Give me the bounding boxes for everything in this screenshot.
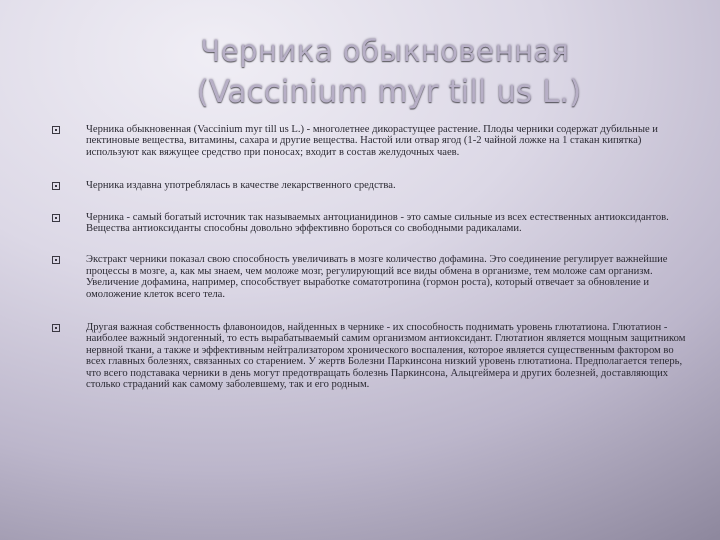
bullet-text: Другая важная собственность флавоноидов, найденных в чернике - их способность поднимать уровень глютатиона. Глютатион - наиболее важный эндогенный, то есть вырабатываемый самим организмом антиоксидант. Глютатион является мощным защитником нервной ткани, а также и эффективным нейтрализатором хронического воспаления, которое является существенным фактором во всех главных болезнях, связанных со старением. У жертв Болезни Паркинсона низкий уровень глютатиона. Предполагается теперь, что всего подставака черники в день могут предотвращать болезнь Паркинсона, Альцгеймера и других болезней, доставляющих столько страданий как самому заболевшему, так и его родным. [86,322,686,391]
bullet-item [50,180,690,191]
bullet-text: Черника обыкновенная (Vaccinium myr till us L.) - многолетнее дикорастущее растение. Плоды черники содержат дубильные и пектиновые вещества, витамины, сахара и другие вещества. Настой или отвар ягод (1-2 чайной ложке на 1 стакан кипятка) используют как вяжущее средство при поносах; входит в состав желудочных чаев. [86,124,658,158]
bullet-text: Черника издавна употреблялась в качестве лекарственного средства. [86,180,396,192]
bullet-text: Черника - самый богатый источник так называемых антоцианидинов - это самые сильные из всех естественных антиоксидантов. Вещества антиоксиданты способны довольно эффективно бороться со свободными радикалами. [86,211,669,235]
title-line-1: Черника обыкновенная [200,34,570,68]
bullet-item [50,322,690,390]
title-line-2: (Vaccinium myr till us L.) [196,74,582,110]
bullet-list [50,124,690,391]
square-bullet-icon [52,214,60,222]
square-bullet-icon [52,126,60,134]
square-bullet-icon [52,182,60,190]
bullet-item [50,212,690,235]
slide-title [60,34,700,112]
bullet-item [50,124,690,158]
square-bullet-icon [52,324,60,332]
bullet-item [50,254,690,300]
square-bullet-icon [52,256,60,264]
bullet-text: Экстракт черники показал свою способность увеличивать в мозге количество дофамина. Это соединение регулирует важнейшие процессы в мозге, а, как мы знаем, чем моложе мозг, регулирующий все виды обмена в организме, тем моложе сам организм. Увеличение дофамина, например, способствует выработке соматотропина (гормон роста), который отвечает за обновление и омоложение клеток всего тела. [86,254,668,300]
